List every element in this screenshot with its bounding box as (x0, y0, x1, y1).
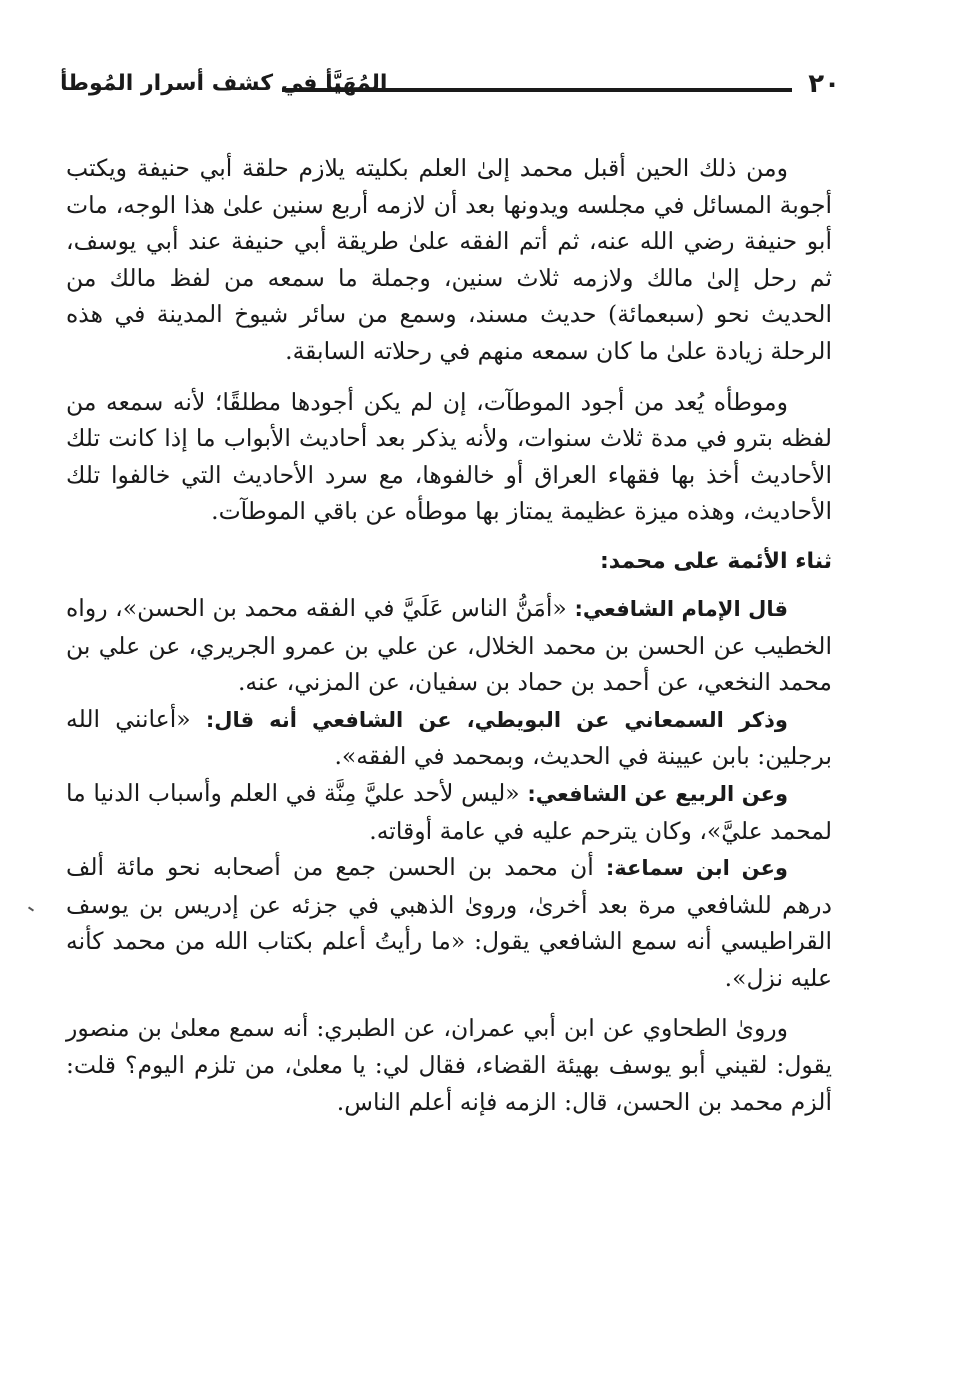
quote-lead: وعن ابن سماعة: (605, 856, 788, 881)
quote-lead: وذكر السمعاني عن البويطي، عن الشافعي أنه قال: (205, 707, 788, 732)
paragraph-biography: ومن ذلك الحين أقبل محمد إلىٰ العلم بكليته يلازم حلقة أبي حنيفة ويكتب أجوبة المسائل في مجلسه ويدونها بعد أن لازمه أربع سنين علىٰ هذا الوجه، مات أبو حنيفة رضي الله عنه، ثم أتم الفقه علىٰ طريقة أبي حنيفة عند أبي يوسف، ثم رحل إلىٰ مالك ولازمه ثلاث سنين، وجملة ما سمعه من لفظ مالك من الحديث نحو (سبعمائة) حديث مسند، وسمع من سائر شيوخ المدينة في هذه الرحلة زيادة علىٰ ما كان سمعه منهم في رحلاته السابقة. (66, 154, 832, 365)
body-text (66, 150, 832, 1120)
quote-text: أن محمد بن الحسن جمع من أصحابه نحو مائة ألف درهم للشافعي مرة بعد أخرىٰ، وروىٰ الذهبي في جزئه عن إدريس بن يوسف القراطيسي أنه سمع الشافعي يقول: «ما رأيتُ أعلم بكتاب الله من محمد كأنه عليه نزل». (66, 853, 832, 992)
quote-ibn-samaa (66, 849, 832, 996)
quote-text: «أمَنُّ الناس عَلَيَّ في الفقه محمد بن الحسن»، رواه الخطيب عن الحسن بن محمد الخلال، عن علي بن عمرو الجريري، عن علي بن محمد النخعي، عن أحمد بن حماد بن سفيان، عن المزني، عنه. (66, 593, 832, 697)
book-title: المُهَيَّأ في كشف أسرار المُوطأ (60, 71, 388, 96)
margin-mark (28, 906, 34, 911)
quote-rabi (66, 775, 832, 849)
paragraph-tahawi: وروىٰ الطحاوي عن ابن أبي عمران، عن الطبري: أنه سمع معلىٰ بن منصور يقول: لقيني أبو يوسف بهيئة القضاء، فقال لي: يا معلىٰ، من تلزم اليوم؟ قلت: ألزم محمد بن الحسن، قال: الزمه فإنه أعلم الناس. (66, 1014, 832, 1116)
quote-samani (66, 701, 832, 775)
running-header (60, 66, 840, 106)
paragraph-muwatta: وموطأه يُعد من أجود الموطآت، إن لم يكن أجودها مطلقًا؛ لأنه سمعه من لفظه بترو في مدة ثلاث سنوات، ولأنه يذكر بعد أحاديث الأبواب ما إذا كانت تلك الأحاديث أخذ بها فقهاء العراق أو خالفوها، مع سرد الأحاديث التي خالفوا تلك الأحاديث، وهذه ميزة عظيمة يمتاز بها موطأه عن باقي الموطآت. (66, 387, 832, 526)
page-number: ٢٠ (808, 69, 840, 99)
quote-text: «ليس لأحد عليَّ مِنَّة في العلم وأسباب الدنيا ما لمحمد عليَّ»، وكان يترحم عليه في عامة أوقاته. (66, 778, 832, 845)
quote-lead: وعن الربيع عن الشافعي: (527, 781, 788, 806)
quote-shafii (66, 590, 832, 701)
section-heading: ثناء الأئمة على محمد: (600, 548, 832, 574)
quote-lead: قال الإمام الشافعي: (574, 596, 788, 621)
quote-text: «أعانني الله برجلين: بابن عيينة في الحديث، وبمحمد في الفقه». (66, 704, 832, 771)
